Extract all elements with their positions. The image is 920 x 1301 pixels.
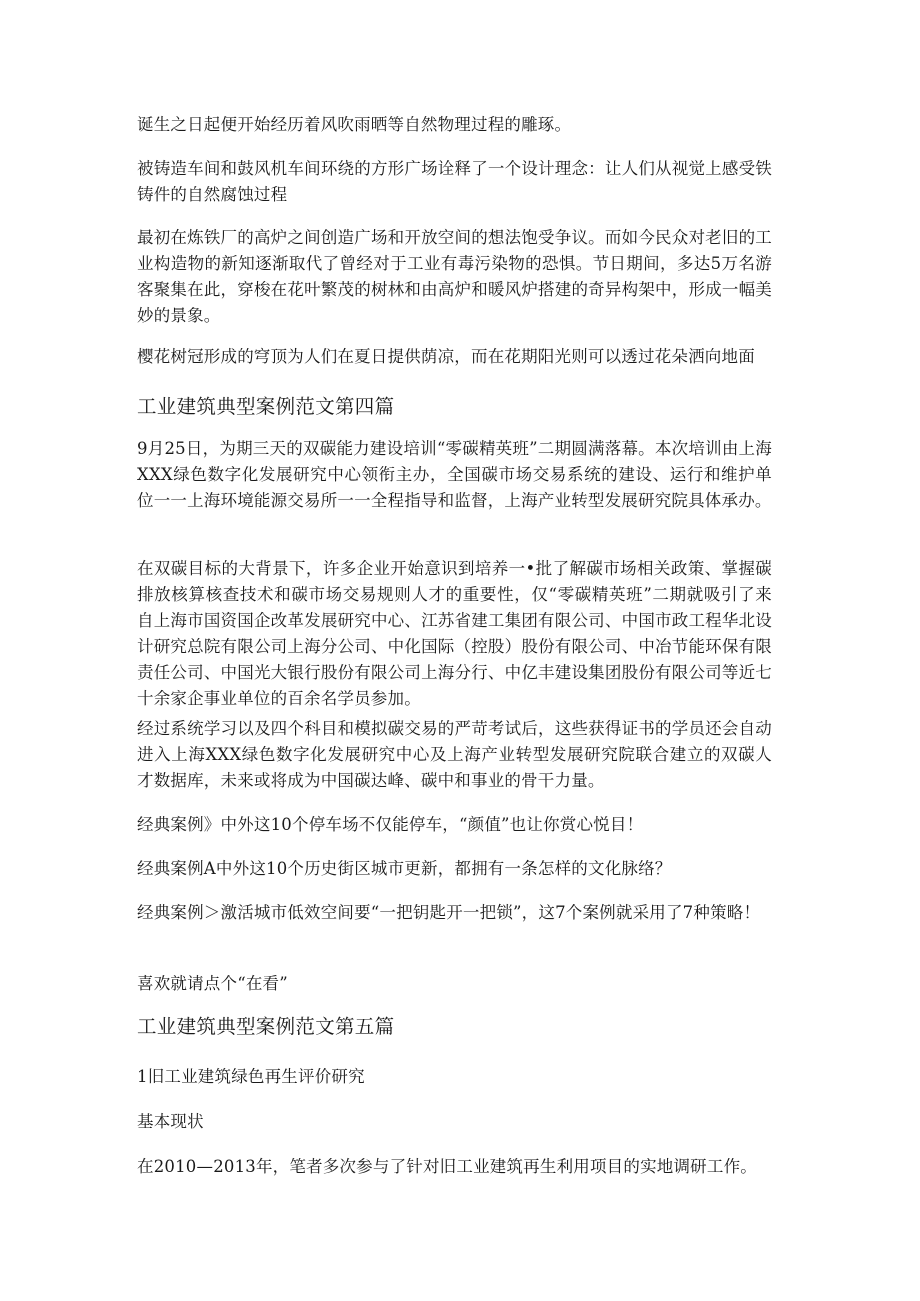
section-heading-4: 工业建筑典型案例范文第四篇 — [137, 395, 395, 418]
paragraph-10: 经典案例＞激活城市低效空间要“一把钥匙开一把锁”，这7个案例就采用了7种策略！ — [137, 903, 761, 922]
paragraph-5: 9月25日，为期三天的双碳能力建设培训“零碳精英班”二期圆满落幕。本次培训由上海XXX绿色数字化发展研究中心领衔主办，全国碳市场交易系统的建设、运行和维护单位一一上海环境能源交易所一一全程指导和监督，上海产业转型发展研究院具体承办。 — [137, 439, 772, 510]
paragraph-13: 基本现状 — [137, 1112, 204, 1131]
paragraph-4: 樱花树冠形成的穹顶为人们在夏日提供荫凉，而在花期阳光则可以透过花朵洒向地面 — [137, 347, 755, 366]
paragraph-2: 被铸造车间和鼓风机车间环绕的方形广场诠释了一个设计理念：让人们从视觉上感受铁铸件的自然腐蚀过程 — [137, 159, 772, 204]
paragraph-14: 在2010—2013年，笔者多次参与了针对旧工业建筑再生利用项目的实地调研工作。 — [137, 1157, 757, 1176]
paragraph-8: 经典案例》中外这10个停车场不仅能停车，“颜值”也让你赏心悦目！ — [137, 815, 644, 834]
paragraph-12: 1旧工业建筑绿色再生评价研究 — [137, 1067, 365, 1086]
paragraph-6: 在双碳目标的大背景下，许多企业开始意识到培养一•批了解碳市场相关政策、掌握碳排放核算核查技术和碳市场交易规则人才的重要性，仅“零碳精英班”二期就吸引了来自上海市国资国企改革发展研究中心、江苏省建工集团有限公司、中国市政工程华北设计研究总院有限公司上海分公司、中化国际（控股）股份有限公司、中冶节能环保有限责任公司、中国光大银行股份有限公司上海分行、中亿丰建设集团股份有限公司等近七十余家企事业单位的百余名学员参加。 — [137, 559, 772, 708]
paragraph-7: 经过系统学习以及四个科目和模拟碳交易的严苛考试后，这些获得证书的学员还会自动进入上海XXX绿色数字化发展研究中心及上海产业转型发展研究院联合建立的双碳人才数据库，未来或将成为中国碳达峰、碳中和事业的骨干力量。 — [137, 719, 772, 790]
paragraph-9: 经典案例A中外这10个历史街区城市更新，都拥有一条怎样的文化脉络？ — [137, 859, 672, 878]
section-heading-5: 工业建筑典型案例范文第五篇 — [137, 1015, 395, 1038]
paragraph-1: 诞生之日起便开始经历着风吹雨晒等自然物理过程的雕琢。 — [137, 115, 572, 134]
paragraph-3: 最初在炼铁厂的高炉之间创造广场和开放空间的想法饱受争议。而如今民众对老旧的工业构造物的新知逐渐取代了曾经对于工业有毒污染物的恐惧。节日期间，多达5万名游客聚集在此，穿梭在花叶繁茂的树林和由高炉和暖风炉搭建的奇异构架中，形成一幅美妙的景象。 — [137, 228, 772, 325]
paragraph-11: 喜欢就请点个“在看” — [137, 974, 288, 993]
